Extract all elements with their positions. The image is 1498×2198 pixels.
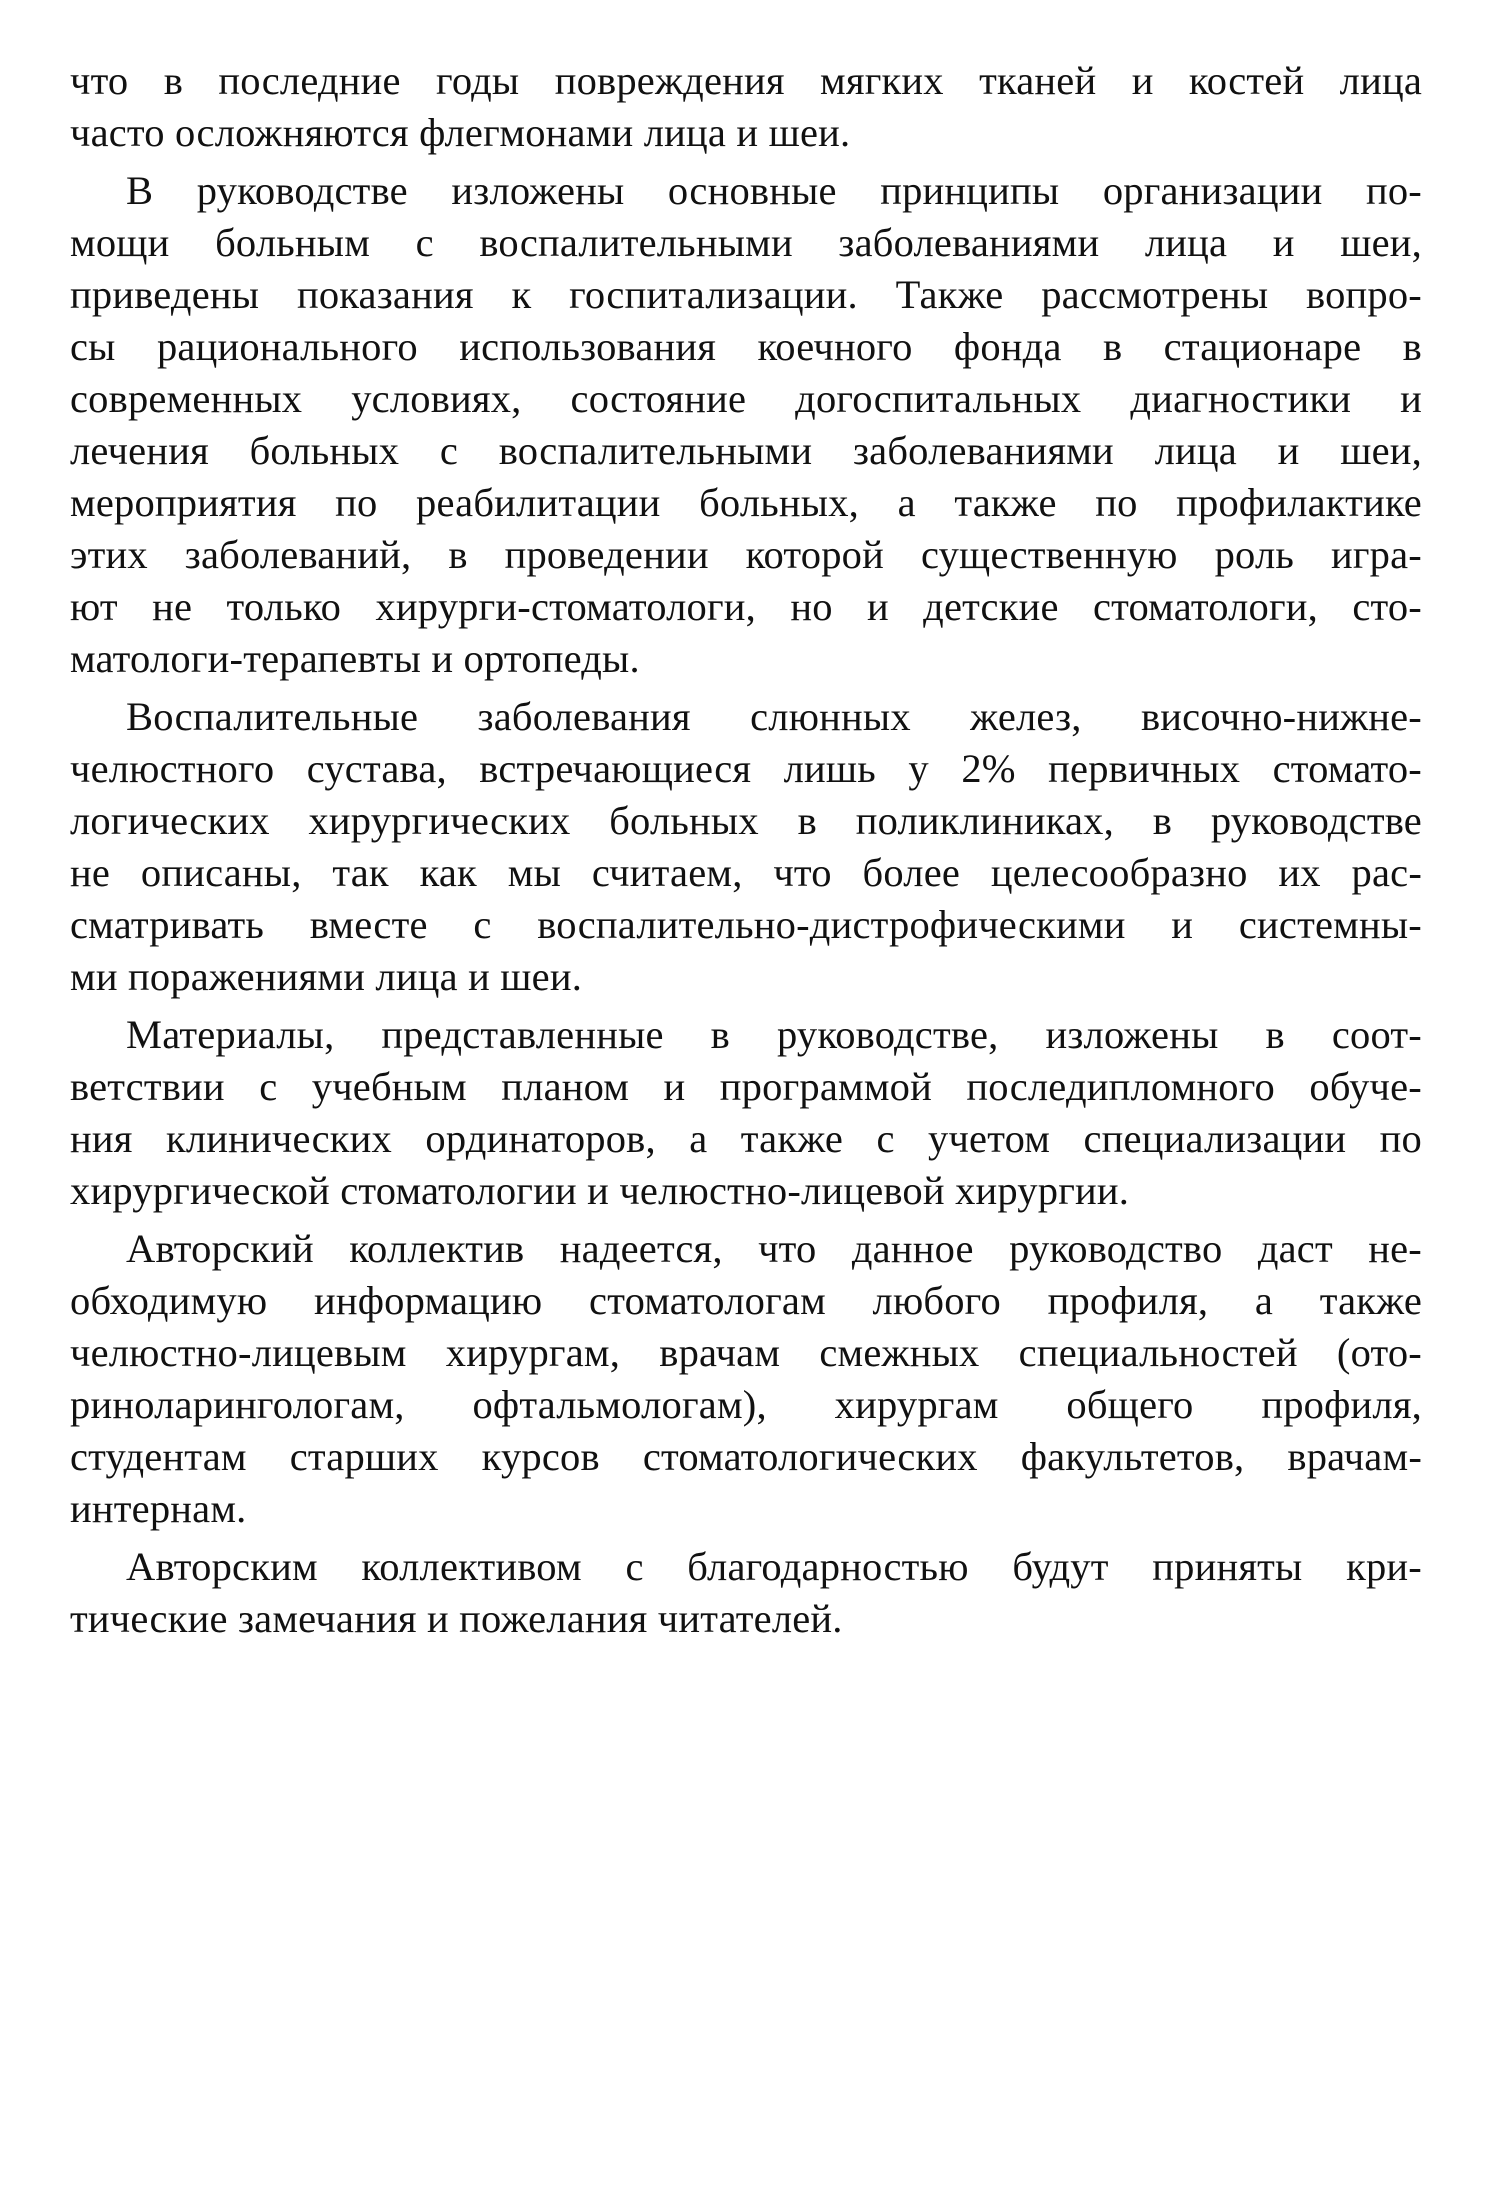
- text-line: челюстно-лицевым хирургам, врачам смежных специальностей (ото-: [70, 1330, 1422, 1375]
- text-line: челюстного сустава, встречающиеся лишь у 2% первичных стомато-: [70, 746, 1422, 791]
- text-line: не описаны, так как мы считаем, что более целесообразно их рас-: [70, 850, 1422, 895]
- text-line: Авторским коллективом с благодарностью будут приняты кри-: [126, 1544, 1422, 1589]
- text-line: логических хирургических больных в поликлиниках, в руководстве: [70, 798, 1422, 843]
- paragraph-6: [70, 1541, 1422, 1645]
- text-line: тические замечания и пожелания читателей.: [70, 1596, 843, 1641]
- document-page: [70, 55, 1422, 1651]
- paragraph-1: [70, 55, 1422, 159]
- text-line: что в последние годы повреждения мягких тканей и костей лица: [70, 58, 1422, 103]
- text-line: ми поражениями лица и шеи.: [70, 954, 583, 999]
- paragraph-3: [70, 691, 1422, 1003]
- text-line: лечения больных с воспалительными заболеваниями лица и шеи,: [70, 428, 1422, 473]
- text-line: ют не только хирурги-стоматологи, но и детские стоматологи, сто-: [70, 584, 1422, 629]
- paragraph-2: [70, 165, 1422, 685]
- text-line: риноларингологам, офтальмологам), хирургам общего профиля,: [70, 1382, 1422, 1427]
- text-line: приведены показания к госпитализации. Также рассмотрены вопро-: [70, 272, 1422, 317]
- text-line: обходимую информацию стоматологам любого профиля, а также: [70, 1278, 1422, 1323]
- paragraph-4: [70, 1009, 1422, 1217]
- paragraph-5: [70, 1223, 1422, 1535]
- text-line: сы рационального использования коечного фонда в стационаре в: [70, 324, 1422, 369]
- text-line: этих заболеваний, в проведении которой существенную роль игра-: [70, 532, 1422, 577]
- text-line: матологи-терапевты и ортопеды.: [70, 636, 640, 681]
- text-line: Авторский коллектив надеется, что данное руководство даст не-: [126, 1226, 1422, 1271]
- text-line: ветствии с учебным планом и программой последипломного обуче-: [70, 1064, 1422, 1109]
- text-line: хирургической стоматологии и челюстно-лицевой хирургии.: [70, 1168, 1130, 1213]
- text-line: сматривать вместе с воспалительно-дистрофическими и системны-: [70, 902, 1422, 947]
- text-line: часто осложняются флегмонами лица и шеи.: [70, 110, 851, 155]
- text-line: современных условиях, состояние догоспитальных диагностики и: [70, 376, 1422, 421]
- text-line: студентам старших курсов стоматологических факультетов, врачам-: [70, 1434, 1422, 1479]
- text-line: В руководстве изложены основные принципы организации по-: [126, 168, 1422, 213]
- text-line: ния клинических ординаторов, а также с учетом специализации по: [70, 1116, 1422, 1161]
- text-line: Материалы, представленные в руководстве, изложены в соот-: [126, 1012, 1422, 1057]
- text-line: мероприятия по реабилитации больных, а также по профилактике: [70, 480, 1422, 525]
- text-line: мощи больным с воспалительными заболеваниями лица и шеи,: [70, 220, 1422, 265]
- text-line: интернам.: [70, 1486, 247, 1531]
- text-line: Воспалительные заболевания слюнных желез, височно-нижне-: [126, 694, 1422, 739]
